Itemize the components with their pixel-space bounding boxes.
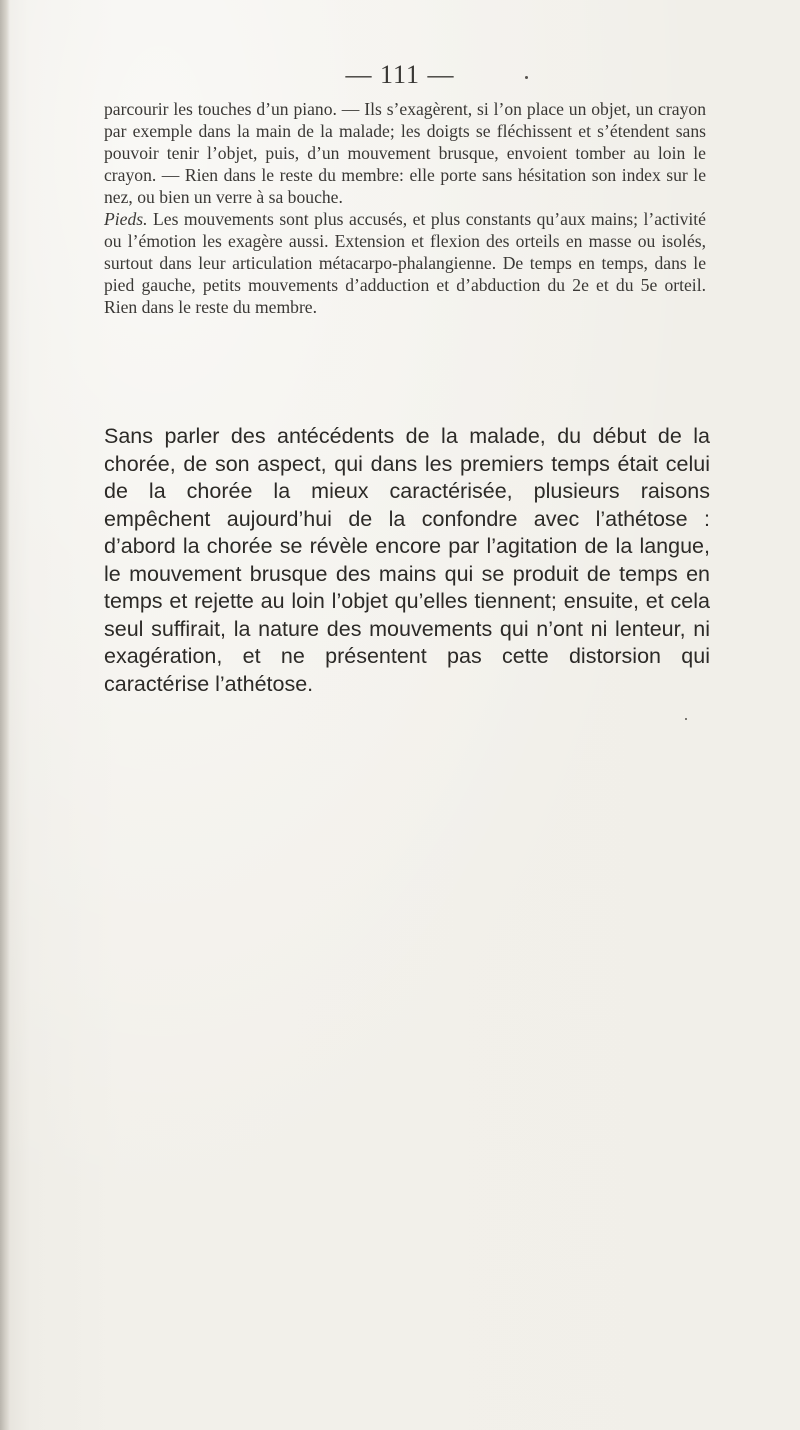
large-print-block [104,423,710,698]
ink-speck [685,718,687,720]
ink-speck [525,76,528,79]
small-print-block [104,98,706,318]
paragraph-feet-lead: Pieds. [104,209,148,229]
paragraph-hands: parcourir les touches d’un piano. — Ils s’exagèrent, si l’on place un objet, un crayon par exemple dans la main de la malade; les doigts se fléchissent et s’étendent sans pouvoir tenir l’objet, puis, d’un mouvement brusque, envoient tomber au loin le crayon. — Rien dans le reste du membre: elle porte sans hésitation son index sur le nez, ou bien un verre à sa bouche. [104,99,706,207]
paragraph-discussion: Sans parler des antécédents de la malade, du début de la chorée, de son aspect, qui dans les premiers temps était celui de la chorée la mieux caractérisée, plusieurs raisons empêchent aujourd’hui de la confondre avec l’athétose : d’abord la chorée se révèle encore par l’agitation de la langue, le mouvement brusque des mains qui se produit de temps en temps et rejette au loin l’objet qu’elles tiennent; ensuite, et cela seul suffirait, la nature des mouvements qui n’ont ni lenteur, ni exagération, et ne présentent pas cette distorsion qui caractérise l’athétose. [104,424,710,696]
paragraph-feet-text: Les mouvements sont plus accusés, et plus constants qu’aux mains; l’activité ou l’émotion les exagère aussi. Extension et flexion des orteils en masse ou isolés, surtout dans leur articulation métacarpo-phalangienne. De temps en temps, dans le pied gauche, petits mouvements d’adduction et d’abduction du 2e et du 5e orteil. Rien dans le reste du membre. [104,209,706,317]
page-number: — 111 — [345,60,455,89]
binding-edge [0,0,10,1430]
paragraph-feet [104,208,706,318]
